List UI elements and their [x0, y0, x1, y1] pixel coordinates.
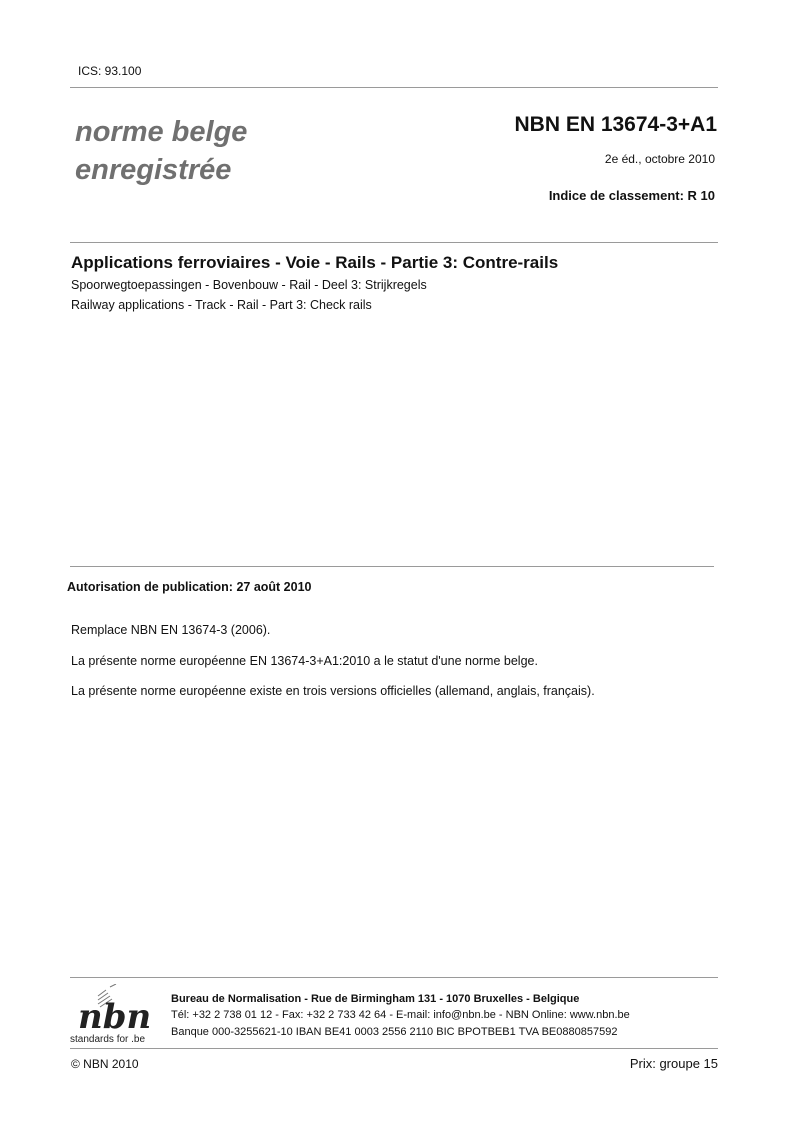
title-dutch: Spoorwegtoepassingen - Bovenbouw - Rail - Deel 3: Strijkregels	[71, 278, 427, 292]
nbn-logo-graphic	[70, 984, 162, 1046]
document-type-line1: norme belge	[75, 116, 248, 148]
publication-authorisation: Autorisation de publication: 27 août 2010	[67, 580, 312, 594]
publication-divider	[70, 566, 714, 567]
replaces-note: Remplace NBN EN 13674-3 (2006).	[71, 623, 271, 637]
bureau-bank: Banque 000-3255621-10 IBAN BE41 0003 2556 2110 BIC BPOTBEB1 TVA BE0880857592	[171, 1026, 618, 1038]
header-divider	[70, 87, 718, 88]
document-type	[75, 113, 247, 189]
title-english: Railway applications - Track - Rail - Part 3: Check rails	[71, 298, 372, 312]
copyright: © NBN 2010	[71, 1057, 139, 1071]
document-type-line2: enregistrée	[75, 154, 232, 186]
status-note: La présente norme européenne EN 13674-3+A1:2010 a le statut d'une norme belge.	[71, 654, 538, 668]
bureau-address: Bureau de Normalisation - Rue de Birmingham 131 - 1070 Bruxelles - Belgique	[171, 993, 580, 1005]
bottom-divider	[70, 1048, 718, 1049]
nbn-logo	[70, 984, 162, 1046]
nbn-logo-wordmark: nbn	[78, 997, 152, 1037]
ics-code: ICS: 93.100	[78, 64, 142, 78]
versions-note: La présente norme européenne existe en trois versions officielles (allemand, anglais, français).	[71, 684, 595, 698]
bureau-contact: Tél: +32 2 738 01 12 - Fax: +32 2 733 42 64 - E-mail: info@nbn.be - NBN Online: www.nbn.be	[171, 1009, 630, 1021]
price-group: Prix: groupe 15	[629, 1056, 718, 1071]
title-french: Applications ferroviaires - Voie - Rails - Partie 3: Contre-rails	[71, 253, 559, 272]
title-divider	[70, 242, 718, 243]
nbn-logo-tagline: standards for .be	[70, 1034, 146, 1045]
standard-reference: NBN EN 13674-3+A1	[514, 113, 717, 136]
footer-divider	[70, 977, 718, 978]
edition-date: 2e éd., octobre 2010	[604, 152, 715, 166]
classification-index: Indice de classement: R 10	[548, 188, 715, 203]
